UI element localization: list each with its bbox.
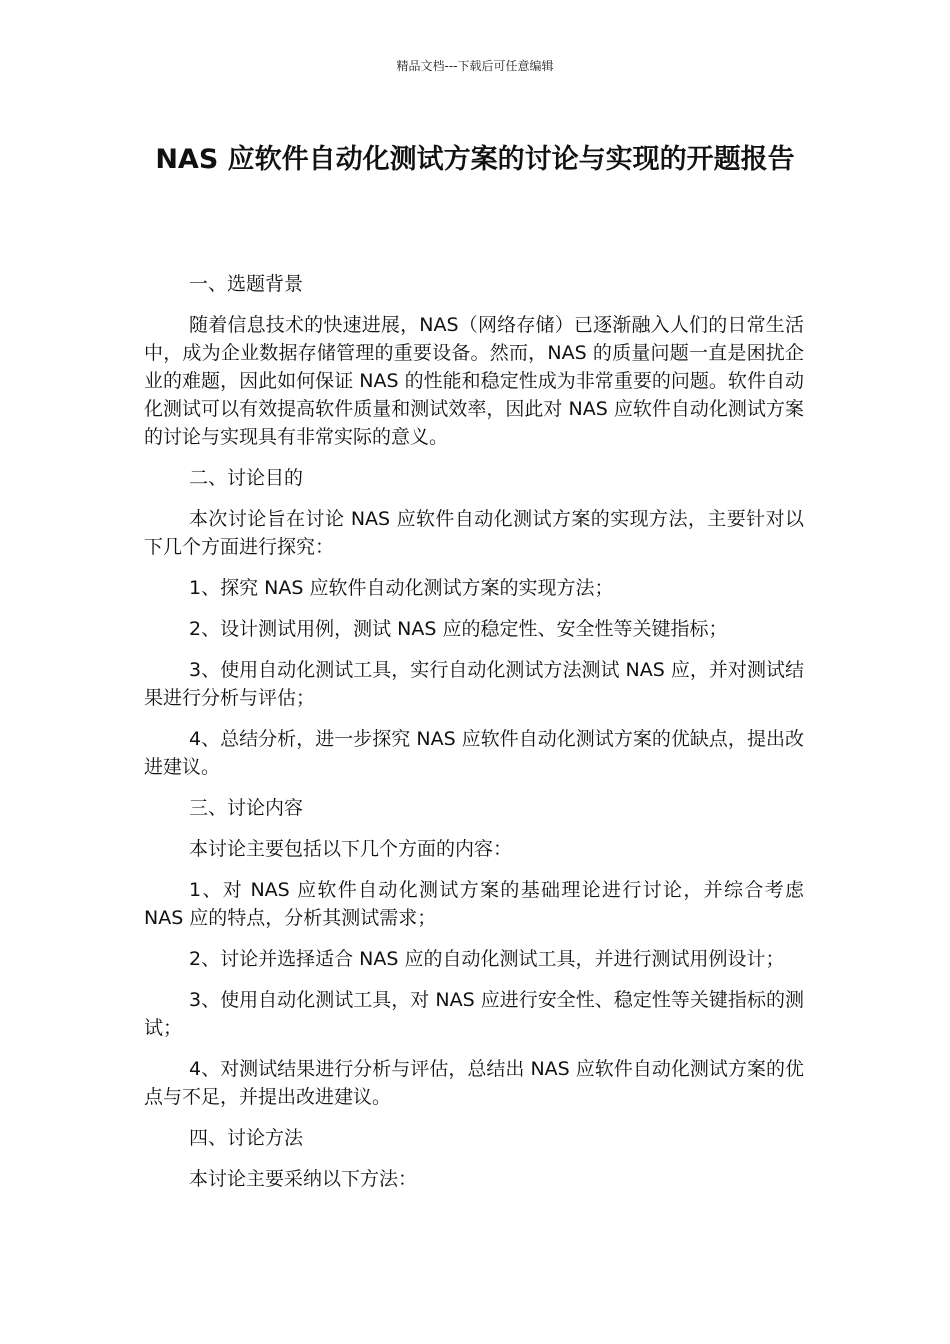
list-item: 4、对测试结果进行分析与评估，总结出 NAS 应软件自动化测试方案的优点与不足，并提出改进建议。 (144, 1058, 804, 1108)
list-item: 4、总结分析，进一步探究 NAS 应软件自动化测试方案的优缺点，提出改进建议。 (144, 728, 804, 778)
list-item: 1、对 NAS 应软件自动化测试方案的基础理论进行讨论，并综合考虑 NAS 应的特点，分析其测试需求； (144, 879, 804, 929)
page-header: 精品文档---下载后可任意编辑 (396, 59, 554, 73)
list-item: 3、使用自动化测试工具，实行自动化测试方法测试 NAS 应，并对测试结果进行分析与评估； (144, 659, 804, 709)
paragraph-content-intro: 本讨论主要包括以下几个方面的内容： (189, 838, 513, 860)
document-title: NAS 应软件自动化测试方案的讨论与实现的开题报告 (155, 144, 795, 175)
list-item: 1、探究 NAS 应软件自动化测试方案的实现方法； (189, 577, 614, 599)
paragraph-method-intro: 本讨论主要采纳以下方法： (189, 1168, 418, 1190)
section-heading-content: 三、讨论内容 (189, 797, 304, 819)
section-heading-background: 一、选题背景 (189, 273, 304, 295)
list-item: 2、讨论并选择适合 NAS 应的自动化测试工具，并进行测试用例设计； (189, 948, 785, 970)
paragraph-background: 随着信息技术的快速进展，NAS（网络存储）已逐渐融入人们的日常生活中，成为企业数据存储管理的重要设备。然而，NAS 的质量问题一直是困扰企业的难题，因此如何保证 NAS 的性能和稳定性成为非常重要的问题。软件自动化测试可以有效提高软件质量和测试效率，因此对 NAS 应软件自动化测试方案的讨论与实现具有非常实际的意义。 (144, 314, 804, 448)
section-heading-method: 四、讨论方法 (189, 1127, 304, 1149)
section-heading-purpose: 二、讨论目的 (189, 467, 304, 489)
document-body (144, 270, 804, 1206)
paragraph-purpose-intro: 本次讨论旨在讨论 NAS 应软件自动化测试方案的实现方法，主要针对以下几个方面进行探究： (144, 508, 804, 558)
list-item: 3、使用自动化测试工具，对 NAS 应进行安全性、稳定性等关键指标的测试； (144, 989, 804, 1039)
list-item: 2、设计测试用例，测试 NAS 应的稳定性、安全性等关键指标； (189, 618, 728, 640)
